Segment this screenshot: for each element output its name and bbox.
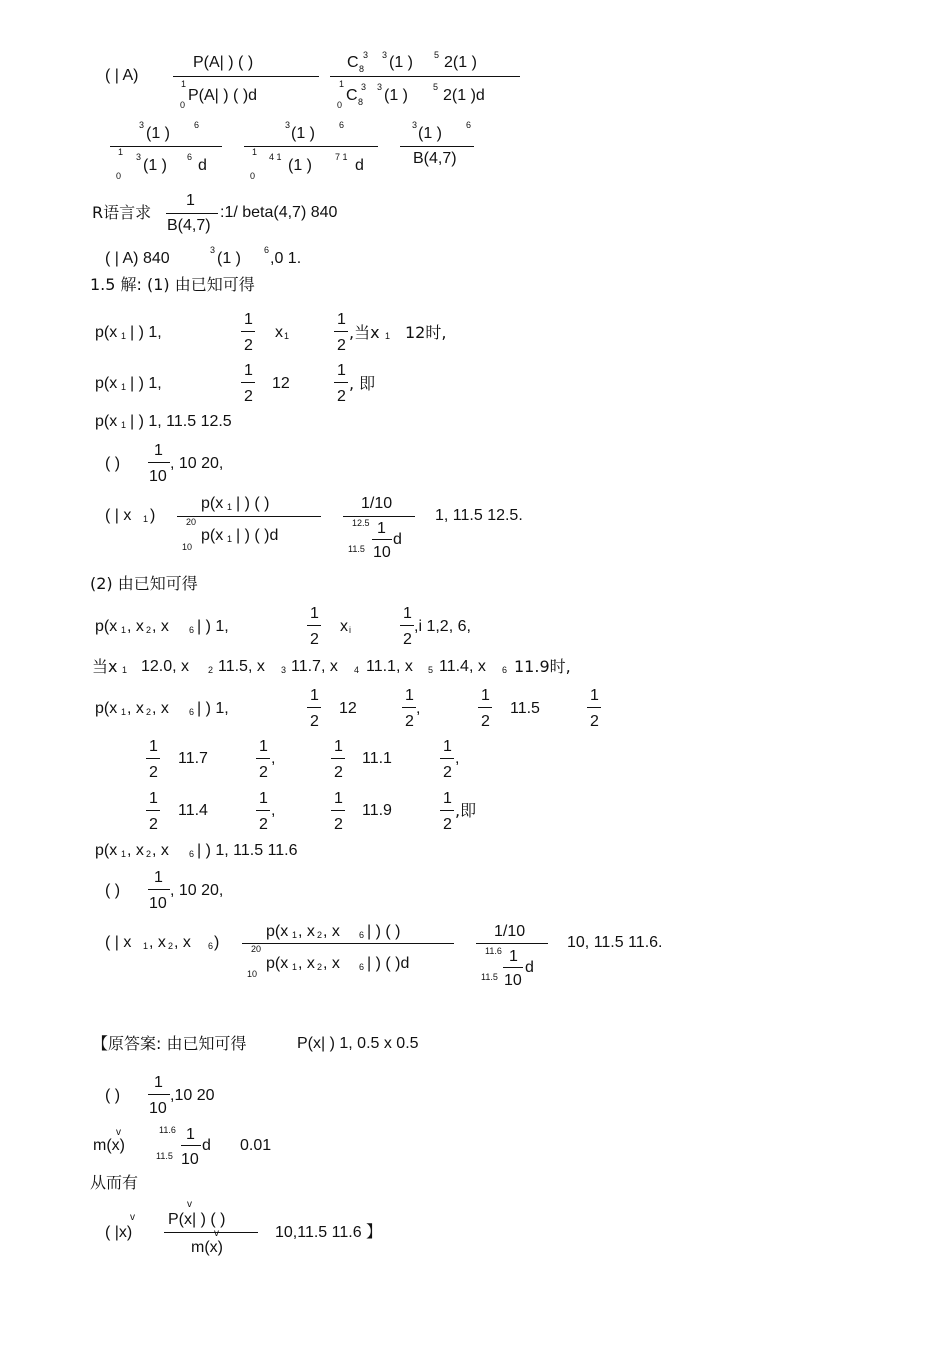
sub: 6 — [359, 930, 365, 940]
fraction-bar — [110, 146, 222, 147]
likelihood: , x — [152, 842, 169, 859]
sub: 6 — [502, 665, 508, 675]
den: 2 — [310, 631, 319, 648]
posterior: , x — [174, 934, 191, 951]
integral-upper: 20 — [251, 944, 262, 954]
denominator-term: 2(1 )d — [443, 87, 485, 104]
obs: 11.9时, — [514, 657, 571, 676]
den: p(x — [201, 527, 224, 544]
num: 1 — [149, 738, 158, 755]
section-heading: (2) 由已知可得 — [90, 574, 198, 593]
numerator-c-sub: 8 — [359, 64, 365, 74]
num: 1 — [403, 605, 412, 622]
fraction-bar — [241, 382, 255, 383]
denominator-text: P(A| ) ( )d — [188, 87, 258, 104]
fraction-bar — [148, 889, 170, 890]
denominator-exp: 5 — [433, 82, 439, 92]
num: 1 — [481, 687, 490, 704]
num: 1 — [310, 605, 319, 622]
sub: 6 — [189, 625, 195, 635]
num: 1 — [149, 790, 158, 807]
fraction-bar — [256, 758, 270, 759]
integral-lower: 11.5 — [481, 972, 498, 982]
diff: d — [393, 531, 402, 548]
den: 10 — [149, 468, 167, 485]
posterior: ) — [214, 934, 220, 951]
sub: 5 — [428, 665, 434, 675]
numerator-term: 2(1 ) — [444, 54, 477, 71]
marginal: m(x) — [93, 1137, 125, 1154]
num: 1 — [509, 948, 518, 965]
num: | ) ( ) — [236, 495, 270, 512]
diff: d — [198, 157, 207, 174]
fraction-bar — [177, 516, 321, 517]
sub: 1 — [292, 962, 298, 972]
sub: 1 — [292, 930, 298, 940]
denominator-term: (1 ) — [288, 157, 312, 174]
likelihood: , x — [127, 842, 144, 859]
den: m(x) — [191, 1239, 223, 1256]
value: 12时, — [405, 323, 447, 342]
numerator-term: (1 ) — [389, 54, 413, 71]
fraction-bar — [242, 943, 454, 944]
den: 2 — [481, 713, 490, 730]
sub: 1 — [121, 625, 127, 635]
sub: 1 — [385, 331, 391, 341]
denominator-c-sup: 3 — [361, 82, 367, 92]
den: 2 — [337, 388, 346, 405]
numerator-exp: 5 — [434, 50, 440, 60]
likelihood: , x — [152, 618, 169, 635]
num: P(x| ) ( ) — [168, 1211, 226, 1228]
obs: 12.0, x — [141, 658, 190, 675]
num: 1 — [154, 442, 163, 459]
num: , x — [323, 923, 340, 940]
num: 1 — [244, 362, 253, 379]
check-mark: v — [130, 1212, 135, 1223]
den: 2 — [259, 764, 268, 781]
num: 1/10 — [361, 495, 393, 512]
sub: 1 — [143, 941, 149, 951]
value: 11.4 — [178, 802, 208, 819]
integral-upper: 11.6 — [485, 946, 502, 956]
num: 1 — [443, 790, 452, 807]
den: 2 — [334, 764, 343, 781]
sub: 6 — [208, 941, 214, 951]
num: 1 — [259, 738, 268, 755]
sub: 6 — [359, 962, 365, 972]
fraction-bar — [331, 758, 345, 759]
fraction-bar — [244, 146, 378, 147]
range: , 10 20, — [170, 882, 224, 899]
numerator-exp: 3 — [382, 50, 388, 60]
fraction-bar — [476, 943, 548, 944]
numerator-c: C — [347, 54, 359, 71]
den: 2 — [405, 713, 414, 730]
likelihood: | ) 1, — [197, 700, 229, 717]
den: 10 — [149, 1100, 167, 1117]
integral-upper: 12.5 — [352, 518, 370, 528]
likelihood: , x — [127, 618, 144, 635]
num: 1 — [590, 687, 599, 704]
integral-upper: 1 — [181, 79, 187, 89]
fraction-bar — [334, 331, 348, 332]
numerator-term: (1 ) — [418, 125, 442, 142]
fraction-bar — [330, 76, 520, 77]
num: 1 — [310, 687, 319, 704]
den: | ) ( )d — [236, 527, 279, 544]
sub: 1 — [121, 420, 127, 430]
denominator: B(4,7) — [167, 217, 211, 234]
exp: 7 1 — [335, 152, 348, 162]
exp: 6 — [194, 120, 200, 130]
den: 10 — [149, 895, 167, 912]
num: p(x — [266, 923, 289, 940]
integral-lower: 0 — [337, 100, 343, 110]
fraction-bar — [307, 625, 321, 626]
fraction-bar — [181, 1145, 201, 1146]
sub: 1 — [121, 331, 127, 341]
prior: ( ) — [105, 882, 121, 899]
sub: 2 — [168, 941, 174, 951]
fraction-bar — [334, 382, 348, 383]
num: 1 — [337, 362, 346, 379]
when: 当x — [92, 657, 118, 676]
exp: 3 — [210, 245, 216, 255]
range: ,10 20 — [170, 1087, 215, 1104]
posterior-result: ( | A) 840 — [105, 250, 170, 267]
fraction-bar — [173, 76, 319, 77]
likelihood: | ) 1, — [130, 375, 162, 392]
exp: 4 1 — [269, 152, 282, 162]
denominator-c: C — [346, 87, 358, 104]
index-range: ,i 1,2, 6, — [414, 618, 471, 635]
exp: 3 — [136, 152, 142, 162]
obs: 11.1, x — [366, 658, 413, 675]
den: 10 — [373, 544, 391, 561]
fraction-bar — [402, 707, 416, 708]
check-mark: v — [214, 1228, 219, 1239]
exp: 3 — [412, 120, 418, 130]
likelihood: , x — [127, 700, 144, 717]
integral-lower: 11.5 — [156, 1151, 173, 1161]
r-label: R语言求 — [92, 203, 152, 222]
likelihood: | ) 1, — [130, 324, 162, 341]
value: 11.9 — [362, 802, 392, 819]
beta-function: B(4,7) — [413, 150, 457, 167]
range: ,0 1. — [270, 250, 302, 267]
thus: 从而有 — [90, 1173, 139, 1192]
likelihood: p(x — [95, 324, 118, 341]
den: 2 — [334, 816, 343, 833]
num: 1 — [334, 790, 343, 807]
value: 11.1 — [362, 750, 392, 767]
section-heading: 1.5 解: (1) 由已知可得 — [90, 275, 255, 294]
likelihood: p(x — [95, 375, 118, 392]
num: 1 — [337, 311, 346, 328]
value: 12 — [339, 700, 357, 717]
term: (1 ) — [217, 250, 241, 267]
integral-lower: 0 — [250, 171, 256, 181]
denominator-exp: 3 — [377, 82, 383, 92]
comma: , — [416, 700, 421, 717]
integral-lower: 0 — [180, 100, 186, 110]
when: ,当x — [349, 323, 380, 342]
exp: 6 — [339, 120, 345, 130]
integral-upper: 1 — [339, 79, 345, 89]
comma: , — [271, 802, 276, 819]
den: 2 — [590, 713, 599, 730]
diff: d — [202, 1137, 211, 1154]
x: x — [275, 324, 283, 341]
ie: ,即 — [455, 801, 477, 820]
value: 11.5 — [510, 700, 540, 717]
sub: 4 — [354, 665, 360, 675]
fraction-bar — [146, 758, 160, 759]
integral-upper: 1 — [118, 147, 124, 157]
sub: 6 — [189, 849, 195, 859]
num: 1 — [186, 1126, 195, 1143]
fraction-bar — [331, 810, 345, 811]
den: | ) ( )d — [367, 955, 410, 972]
den: 2 — [443, 764, 452, 781]
posterior: , x — [149, 934, 166, 951]
fraction-bar — [400, 625, 414, 626]
likelihood: , x — [152, 700, 169, 717]
sub: 2 — [146, 707, 152, 717]
num: 1/10 — [494, 923, 526, 940]
original-answer-heading: 【原答案: 由已知可得 — [92, 1034, 247, 1053]
exp: 3 — [139, 120, 145, 130]
fraction-bar — [166, 213, 218, 214]
exp: 6 — [264, 245, 270, 255]
exp: 6 — [187, 152, 193, 162]
fraction-bar — [440, 810, 454, 811]
range: 10, 11.5 11.6. — [567, 934, 663, 951]
fraction-bar — [256, 810, 270, 811]
den: 2 — [403, 631, 412, 648]
integral-lower: 0 — [116, 171, 122, 181]
sub: 1 — [143, 514, 149, 524]
numerator-term: (1 ) — [291, 125, 315, 142]
denominator-c-sub: 8 — [358, 97, 364, 107]
sub: 2 — [146, 849, 152, 859]
den: 2 — [337, 337, 346, 354]
sub: 2 — [208, 665, 214, 675]
exp: 6 — [466, 120, 472, 130]
sub: 1 — [121, 849, 127, 859]
likelihood: p(x — [95, 413, 118, 430]
num: 1 — [377, 520, 386, 537]
numerator-text: P(A| ) ( ) — [193, 54, 254, 71]
likelihood: | ) 1, 11.5 11.6 — [197, 842, 298, 859]
sub: 6 — [189, 707, 195, 717]
fraction-bar — [307, 707, 321, 708]
ie: , 即 — [349, 374, 376, 393]
den: 2 — [149, 816, 158, 833]
fraction-bar — [587, 707, 601, 708]
check-mark: v — [187, 1199, 192, 1210]
fraction-bar — [241, 331, 255, 332]
num: 1 — [244, 311, 253, 328]
obs: 11.5, x — [218, 658, 265, 675]
likelihood: P(x| ) 1, 0.5 x 0.5 — [297, 1035, 419, 1052]
numerator-term: (1 ) — [146, 125, 170, 142]
num: 1 — [334, 738, 343, 755]
likelihood: | ) 1, — [197, 618, 229, 635]
fraction-bar — [148, 462, 170, 463]
fraction-bar — [400, 146, 474, 147]
fraction-bar — [478, 707, 492, 708]
integral-lower: 11.5 — [348, 544, 365, 554]
sub: 1 — [284, 331, 290, 341]
obs: 11.4, x — [439, 658, 486, 675]
num: | ) ( ) — [367, 923, 401, 940]
den: , x — [323, 955, 340, 972]
fraction-bar — [503, 967, 523, 968]
fraction-bar — [440, 758, 454, 759]
den: 2 — [310, 713, 319, 730]
range: , 10 20, — [170, 455, 224, 472]
exp: 3 — [285, 120, 291, 130]
value: 11.7 — [178, 750, 208, 767]
posterior-label: ( | A) — [105, 67, 139, 84]
den: 2 — [244, 337, 253, 354]
denominator-term: (1 ) — [384, 87, 408, 104]
sub: 3 — [281, 665, 287, 675]
den: 10 — [181, 1151, 199, 1168]
posterior: ( | x — [105, 507, 132, 524]
r-code-result: :1/ beta(4,7) 840 — [220, 204, 338, 221]
sub: i — [349, 625, 351, 635]
sub: 1 — [122, 665, 128, 675]
integral-lower: 10 — [182, 542, 193, 552]
sub: 2 — [317, 962, 323, 972]
den: 2 — [443, 816, 452, 833]
den: 10 — [504, 972, 522, 989]
integral-lower: 10 — [247, 969, 258, 979]
comma: , — [455, 750, 460, 767]
sub: 1 — [121, 382, 127, 392]
posterior: ( |x) — [105, 1224, 133, 1241]
num: 1 — [259, 790, 268, 807]
sub: 1 — [227, 502, 233, 512]
likelihood: p(x — [95, 842, 118, 859]
x: x — [340, 618, 348, 635]
sub: 2 — [146, 625, 152, 635]
den: p(x — [266, 955, 289, 972]
check-mark: v — [116, 1127, 121, 1138]
sub: 2 — [317, 930, 323, 940]
numerator-c-sup: 3 — [363, 50, 369, 60]
num: 1 — [443, 738, 452, 755]
range: 1, 11.5 12.5. — [435, 507, 523, 524]
likelihood: p(x — [95, 618, 118, 635]
integral-upper: 11.6 — [159, 1125, 176, 1135]
obs: 11.7, x — [291, 658, 338, 675]
den: 2 — [244, 388, 253, 405]
likelihood: | ) 1, 11.5 12.5 — [130, 413, 232, 430]
fraction-bar — [372, 539, 392, 540]
posterior: ) — [150, 507, 156, 524]
num: 1 — [154, 1074, 163, 1091]
num: , x — [298, 923, 315, 940]
comma: , — [271, 750, 276, 767]
likelihood: p(x — [95, 700, 118, 717]
fraction-bar — [164, 1232, 258, 1233]
sub: 1 — [227, 534, 233, 544]
value: 0.01 — [240, 1137, 272, 1154]
num: 1 — [405, 687, 414, 704]
den: 2 — [149, 764, 158, 781]
integral-upper: 1 — [252, 147, 258, 157]
fraction-bar — [146, 810, 160, 811]
sub: 1 — [121, 707, 127, 717]
num: p(x — [201, 495, 224, 512]
value: 12 — [272, 375, 290, 392]
denominator-term: (1 ) — [143, 157, 167, 174]
den: 2 — [259, 816, 268, 833]
numerator: 1 — [186, 192, 195, 209]
integral-upper: 20 — [186, 517, 197, 527]
prior: ( ) — [105, 455, 121, 472]
posterior: ( | x — [105, 934, 132, 951]
range: 10,11.5 11.6 】 — [275, 1224, 383, 1241]
fraction-bar — [343, 516, 415, 517]
diff: d — [525, 959, 534, 976]
fraction-bar — [148, 1094, 170, 1095]
prior: ( ) — [105, 1087, 121, 1104]
num: 1 — [154, 869, 163, 886]
den: , x — [298, 955, 315, 972]
diff: d — [355, 157, 364, 174]
